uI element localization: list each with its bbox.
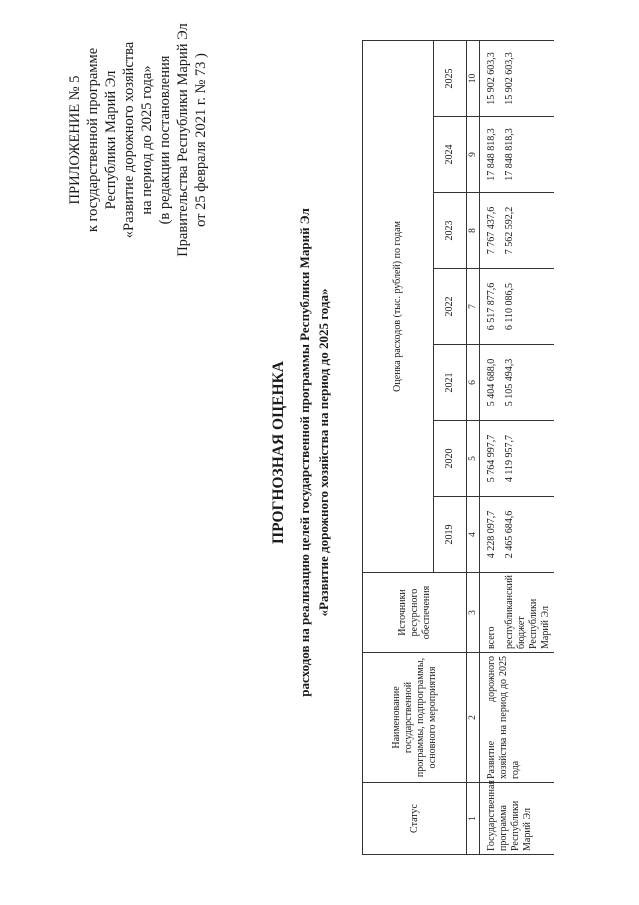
- column-number: 1: [467, 783, 480, 855]
- value-cell: 15 902 603,3: [502, 40, 554, 116]
- value-cell: 7 562 592,2: [502, 193, 554, 269]
- appendix-line: к государственной программе: [85, 47, 101, 233]
- column-number: 5: [467, 421, 480, 497]
- value-cell: 4 119 957,7: [502, 421, 554, 497]
- appendix-line: Правительства Республики Марий Эл: [175, 23, 191, 257]
- table-row: [480, 40, 503, 854]
- header-year: 2021: [434, 345, 467, 421]
- column-number: 7: [467, 269, 480, 345]
- document-subtitle-line-1: расходов на реализацию целей государственной программы Республики Марий Эл: [297, 208, 312, 697]
- appendix-line: (в редакции постановления: [157, 55, 173, 225]
- header-year: 2019: [434, 497, 467, 573]
- header-year: 2022: [434, 269, 467, 345]
- value-cell: 7 767 437,6: [480, 193, 503, 269]
- document-title: ПРОГНОЗНАЯ ОЦЕНКА: [270, 361, 287, 544]
- value-cell: 15 902 603,3: [480, 40, 503, 116]
- column-number: 6: [467, 345, 480, 421]
- appendix-line: на период до 2025 года»: [139, 65, 155, 215]
- value-cell: 6 517 877,6: [480, 269, 503, 345]
- value-cell: 17 848 818,3: [502, 117, 554, 193]
- expenditure-table: [362, 40, 554, 855]
- source-cell: республиканский бюджет Республики Марий Эл: [502, 573, 554, 653]
- header-status: Статус: [363, 783, 467, 855]
- header-program-name: Наименование государственной программы, подпрограммы, основного мероприятия: [363, 653, 467, 783]
- appendix-line: Республики Марий Эл: [103, 70, 119, 210]
- value-cell: 2 465 684,6: [502, 497, 554, 573]
- value-cell: 5 764 997,7: [480, 421, 503, 497]
- value-cell: 17 848 818,3: [480, 117, 503, 193]
- column-number: 3: [467, 573, 480, 653]
- column-number: 10: [467, 40, 480, 116]
- header-year: 2020: [434, 421, 467, 497]
- program-name-cell: Развитие дорожного хозяйства на период до 2025 года: [480, 653, 555, 783]
- column-number: 8: [467, 193, 480, 269]
- appendix-line: «Развитие дорожного хозяйства: [121, 41, 137, 239]
- header-row: [363, 40, 434, 854]
- header-year: 2023: [434, 193, 467, 269]
- appendix-line: от 25 февраля 2021 г. № 73 ): [193, 53, 209, 227]
- value-cell: 5 105 494,3: [502, 345, 554, 421]
- header-funding-source: Источники ресурсного обеспечения: [363, 573, 467, 653]
- header-year: 2024: [434, 117, 467, 193]
- source-cell: всего: [480, 573, 503, 653]
- status-cell: Государственная программа Республики Марий Эл: [480, 783, 555, 855]
- column-number: 2: [467, 653, 480, 783]
- appendix-line: ПРИЛОЖЕНИЕ № 5: [67, 75, 83, 205]
- column-number: 4: [467, 497, 480, 573]
- header-estimate-by-year: Оценка расходов (тыс. рублей) по годам: [363, 40, 434, 572]
- value-cell: 6 110 086,5: [502, 269, 554, 345]
- column-number-row: [467, 40, 480, 854]
- appendix-block: [66, 15, 210, 265]
- document-subtitle-line-2: «Развитие дорожного хозяйства на период до 2025 года»: [316, 288, 331, 617]
- value-cell: 4 228 097,7: [480, 497, 503, 573]
- header-year: 2025: [434, 40, 467, 116]
- value-cell: 5 404 688,0: [480, 345, 503, 421]
- column-number: 9: [467, 117, 480, 193]
